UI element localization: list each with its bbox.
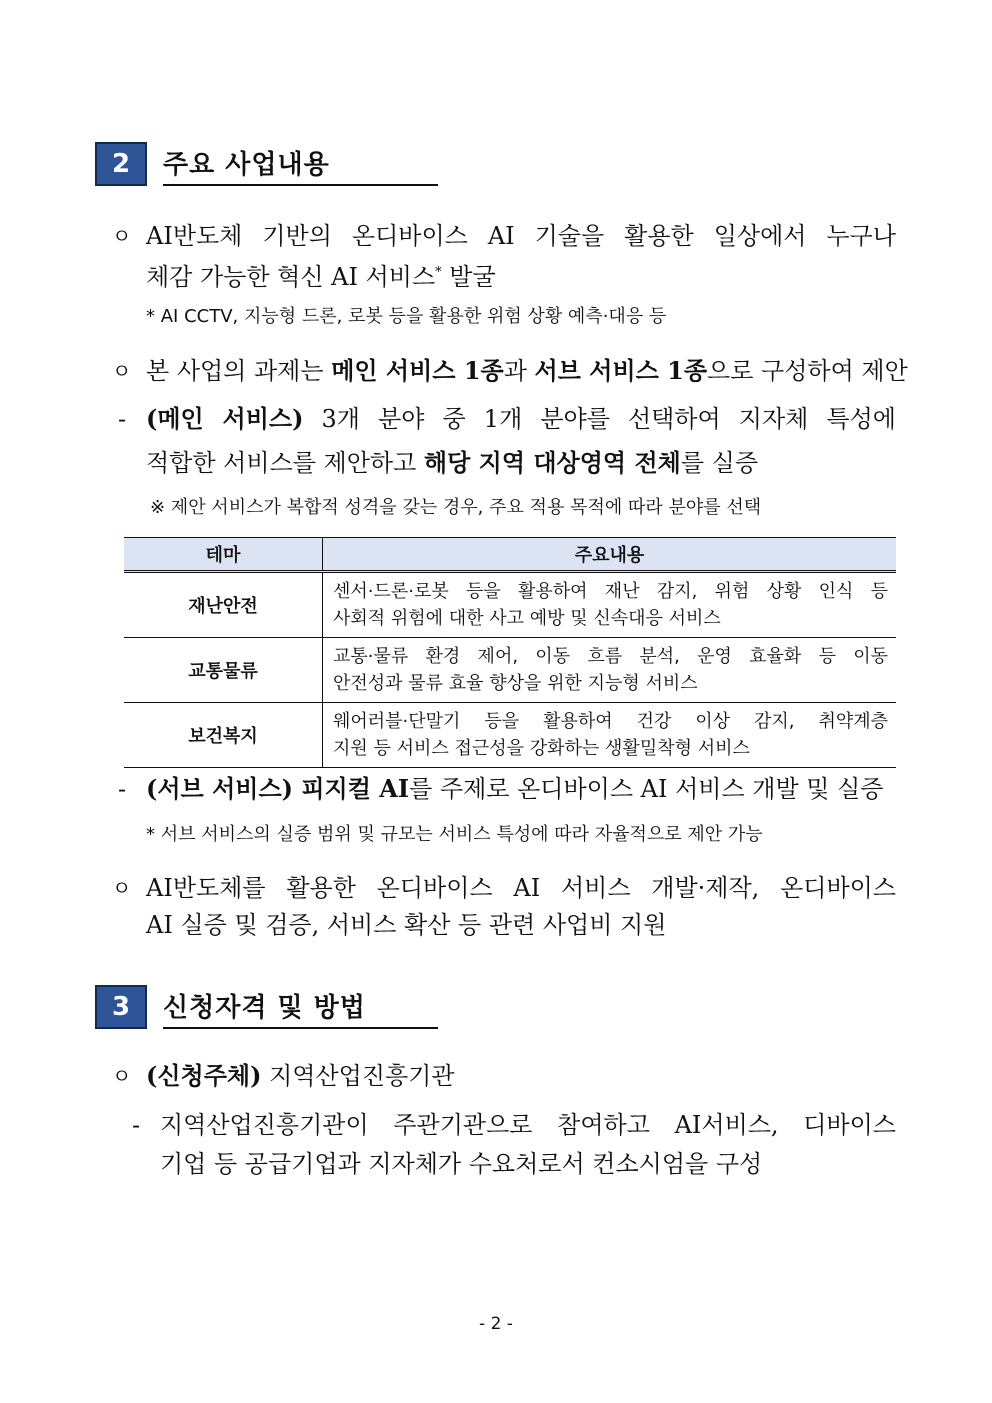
theme-cell: 보건복지: [124, 703, 323, 768]
table-row: [124, 638, 896, 703]
text-span: 과: [503, 357, 535, 385]
bold-text: 메인 서비스 1종: [331, 356, 504, 385]
content-line: 사회적 위험에 대한 사고 예방 및 신속대응 서비스: [333, 608, 721, 629]
bold-text: (메인 서비스): [146, 404, 304, 433]
paragraph-line: [146, 774, 883, 804]
text-span: 으로 구성하여 제안: [707, 357, 908, 385]
text-span: 본 사업의 과제는: [146, 357, 332, 385]
theme-table: [124, 537, 896, 768]
content-line: 안전성과 물류 효율 향상을 위한 지능형 서비스: [333, 673, 698, 694]
page-number: - 2 -: [479, 1314, 513, 1334]
content-line: 웨어러블·단말기 등을 활용하여 건강 이상 감지, 취약계층: [333, 711, 888, 732]
text-span: 지역산업진흥기관: [261, 1062, 455, 1090]
table-row: [124, 703, 896, 768]
footnote-mark: *: [435, 265, 442, 280]
section-number: 2: [95, 142, 147, 186]
paragraph-line: [146, 356, 908, 386]
column-header-content: 주요내용: [323, 538, 897, 572]
paragraph-line: 지역산업진흥기관이 주관기관으로 참여하고 AI서비스, 디바이스: [160, 1111, 896, 1139]
paragraph-line: [146, 404, 896, 434]
dash-symbol: -: [132, 1111, 141, 1139]
content-cell: [323, 572, 897, 638]
content-cell: [323, 638, 897, 703]
content-line: 센서·드론·로봇 등을 활용하여 재난 감지, 위험 상황 인식 등: [333, 581, 888, 602]
theme-cell: 교통물류: [124, 638, 323, 703]
note: ※ 제안 서비스가 복합적 성격을 갖는 경우, 주요 적용 목적에 따라 분야를 선택: [150, 497, 762, 518]
bold-text: (신청주체): [146, 1061, 262, 1090]
text-span: 체감 가능한 혁신 AI 서비스: [146, 263, 436, 291]
text-span: 를 실증: [680, 449, 759, 477]
bold-text: 피지컬 AI: [293, 774, 410, 803]
section-title: 주요 사업내용: [163, 150, 330, 180]
table-row: [124, 572, 896, 638]
footnote: * AI CCTV, 지능형 드론, 로봇 등을 활용한 위험 상황 예측·대응 등: [146, 306, 667, 327]
text-span: 를 주제로 온디바이스 AI 서비스 개발 및 실증: [409, 775, 884, 803]
section-2-header: [95, 142, 440, 186]
column-header-theme: 테마: [124, 538, 323, 572]
paragraph-line: 기업 등 공급기업과 지자체가 수요처로서 컨소시엄을 구성: [160, 1150, 763, 1178]
dash-symbol: -: [118, 775, 127, 803]
content-line: 지원 등 서비스 접근성을 강화하는 생활밀착형 서비스: [333, 738, 750, 759]
text-span: 적합한 서비스를 제안하고: [146, 449, 424, 477]
bullet-symbol: ㅇ: [112, 224, 132, 248]
content-line: 교통·물류 환경 제어, 이동 흐름 분석, 운영 효율화 등 이동: [333, 646, 888, 667]
section-underline: [163, 1027, 438, 1029]
text-span: 발굴: [441, 263, 496, 291]
bold-text: (서브 서비스): [146, 774, 293, 803]
bold-text: 서브 서비스 1종: [534, 356, 708, 385]
bullet-symbol: ㅇ: [112, 1064, 132, 1088]
bullet-symbol: ㅇ: [112, 876, 132, 900]
paragraph-line: AI 실증 및 검증, 서비스 확산 등 관련 사업비 지원: [146, 911, 667, 939]
paragraph-line: AI반도체를 활용한 온디바이스 AI 서비스 개발·제작, 온디바이스: [146, 874, 896, 902]
table-header-row: [124, 538, 896, 572]
section-underline: [163, 184, 438, 186]
paragraph-line: [146, 258, 496, 292]
footnote: * 서브 서비스의 실증 범위 및 규모는 서비스 특성에 따라 자율적으로 제안 가능: [146, 824, 763, 845]
paragraph-line: [146, 448, 758, 478]
dash-symbol: -: [118, 405, 127, 433]
bullet-symbol: ㅇ: [112, 359, 132, 383]
content-cell: [323, 703, 897, 768]
paragraph-line: AI반도체 기반의 온디바이스 AI 기술을 활용한 일상에서 누구나: [146, 222, 896, 250]
paragraph-line: [146, 1061, 455, 1091]
text-span: 3개 분야 중 1개 분야를 선택하여 지자체 특성에: [303, 405, 896, 433]
section-number: 3: [95, 985, 147, 1029]
theme-cell: 재난안전: [124, 572, 323, 638]
bold-text: 해당 지역 대상영역 전체: [423, 448, 681, 477]
section-title: 신청자격 및 방법: [163, 993, 366, 1023]
section-3-header: [95, 985, 440, 1029]
